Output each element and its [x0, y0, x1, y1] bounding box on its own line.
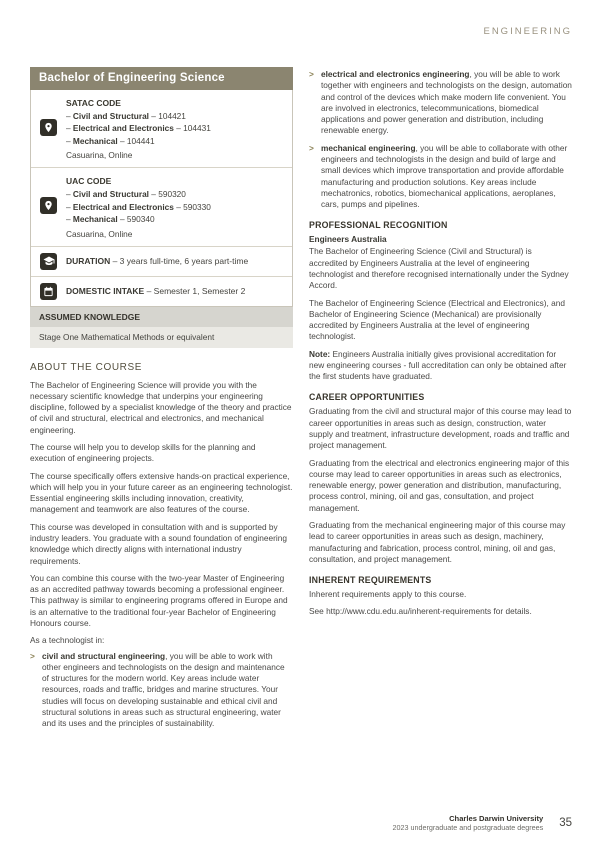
uac-code-lines [66, 188, 283, 225]
content-columns [30, 67, 572, 736]
location-pin-icon [40, 119, 57, 136]
inherent-requirements-heading: INHERENT REQUIREMENTS [309, 575, 432, 586]
assumed-knowledge-heading: ASSUMED KNOWLEDGE [30, 307, 293, 327]
footer-university-name: Charles Darwin University [449, 814, 544, 823]
paragraph: The course specifically offers extensive hands-on practical experience, which will help you in your future career as an engineering technologist. Essential engineering skills including innovation, creativity, management and teamwork are also features of the course. [30, 470, 293, 515]
paragraph: See http://www.cdu.edu.au/inherent-requirements for details. [309, 606, 532, 617]
code-line: – Electrical and Electronics – 104431 [66, 123, 211, 134]
professional-recognition-heading: PROFESSIONAL RECOGNITION [309, 220, 448, 231]
satac-icon-cell [40, 119, 66, 138]
uac-section [31, 167, 292, 245]
paragraph: You can combine this course with the two-year Master of Engineering as an accredited pathway towards becoming a professional engineer. This pathway is similar to engineering programs offered in Europe and is an alternative to the traditional four-year Bachelor of Engineering Honours course. [30, 572, 288, 628]
uac-location: Casuarina, Online [66, 228, 133, 239]
location-pin-icon [40, 197, 57, 214]
left-column [30, 67, 293, 736]
bullet-text: mechanical engineering, you will be able to collaborate with other engineers and technologists in the design and build of large and small devices which improve transportation and provide affordable manufacturing and production solutions. Key areas include mechatronics, robotics, biomechanical applications, aeroplanes, cars, pumps and pipelines. [321, 142, 568, 210]
bullet-text: civil and structural engineering, you will be able to work with other engineers and technologists on the design and maintenance of structures for the modern world. Key areas include water resources, roads and traffic, bridges and marine structures. Your studies will focus on developing sustainable and ethical civil and structural solutions in areas such as structural engineering, water and its uses and the principles of sustainability. [42, 650, 285, 729]
paragraph: As a technologist in: [30, 635, 105, 646]
bullet-chevron-icon: > [309, 142, 314, 153]
footer-guide-title: 2023 undergraduate and postgraduate degrees [392, 823, 544, 832]
list-item [30, 651, 293, 730]
paragraph: The Bachelor of Engineering Science (Civil and Structural) is accredited by Engineers Australia at the level of engineering technologist and therefore recognised internationally under the Sydney Accord. [309, 246, 569, 291]
page-number: 35 [559, 817, 572, 829]
paragraph: Graduating from the electrical and electronics engineering major of this course may lead to career opportunities in areas such as electronics, renewable energy, power generation and distribution, manufacturing, process control, mining, oil and gas, consultation, and project management. [309, 457, 570, 513]
course-info-box [30, 90, 293, 307]
code-line: – Mechanical – 590340 [66, 214, 155, 225]
duration-row [31, 246, 292, 276]
intake-icon-cell [40, 283, 66, 300]
engineers-australia-subheading: Engineers Australia [309, 234, 387, 245]
intake-row [31, 276, 292, 306]
bullet-chevron-icon: > [30, 650, 35, 661]
footer-text [393, 814, 544, 832]
paragraph: Graduating from the civil and structural major of this course may lead to career opportunities in areas such as design, construction, water supply and treatment, infrastructure development, roads and traffic and project management. [309, 406, 572, 451]
calendar-icon [40, 283, 57, 300]
code-line: – Civil and Structural – 590320 [66, 189, 186, 200]
code-line: – Civil and Structural – 104421 [66, 111, 186, 121]
bullet-chevron-icon: > [309, 69, 314, 79]
bullet-text: electrical and electronics engineering, you will be able to work together with engineers and technologists on the design, automation and control of the devices which make modern life convenient. You are involved in electronics, telecommunications, biomedical applications and power generation and distribution, including renewable energy. [321, 69, 572, 136]
assumed-knowledge-value: Stage One Mathematical Methods or equivalent [30, 327, 293, 348]
paragraph: Inherent requirements apply to this course. [309, 589, 467, 600]
list-item [309, 143, 572, 211]
career-opportunities-heading: CAREER OPPORTUNITIES [309, 392, 425, 403]
right-column [309, 67, 572, 736]
satac-code-row [40, 110, 283, 147]
code-line: – Electrical and Electronics – 590330 [66, 201, 211, 212]
satac-heading: SATAC CODE [66, 98, 121, 108]
satac-location: Casuarina, Online [66, 150, 133, 161]
uac-code-row [40, 188, 283, 225]
list-item [309, 69, 572, 137]
duration-icon-cell [40, 253, 66, 270]
duration-text: DURATION – 3 years full-time, 6 years part-time [66, 256, 249, 267]
paragraph: Graduating from the mechanical engineering major of this course may lead to career opportunities in areas such as design, machinery, manufacturing and fabrication, process control, mining, oil and gas, consultation, and project management. [309, 520, 566, 564]
category-label: ENGINEERING [483, 26, 572, 37]
paragraph: The course will help you to develop skills for the planning and execution of engineering projects. [30, 442, 256, 464]
uac-icon-cell [40, 197, 66, 216]
code-line: – Mechanical – 104441 [66, 135, 155, 146]
intake-text: DOMESTIC INTAKE – Semester 1, Semester 2 [66, 286, 246, 297]
page-footer [393, 814, 572, 832]
course-title: Bachelor of Engineering Science [30, 67, 293, 90]
graduation-cap-icon [40, 253, 57, 270]
paragraph: The Bachelor of Engineering Science will provide you with the necessary scientific knowledge that underpins your engineering discipline, followed by a specialist knowledge of the theory and practice of civil and structural, electrical and electronics, and mechanical engineering. [30, 379, 292, 435]
satac-section [31, 90, 292, 167]
uac-heading: UAC CODE [66, 176, 112, 187]
note-paragraph: Note: Engineers Australia initially gives provisional accreditation for new engineering courses - full accreditation can only be obtained after the first students have graduated. [309, 348, 567, 382]
satac-code-lines [66, 110, 283, 147]
paragraph: This course was developed in consultation with and is supported by industry leaders. You graduate with a sound foundation of engineering knowledge which directly aligns with international industry requirements. [30, 521, 287, 566]
paragraph: The Bachelor of Engineering Science (Electrical and Electronics), and Bachelor of Engineering Science (Mechanical) are provisionally accredited by Engineers Australia at the level of engineering technologist. [309, 297, 565, 342]
about-course-heading: ABOUT THE COURSE [30, 361, 143, 373]
